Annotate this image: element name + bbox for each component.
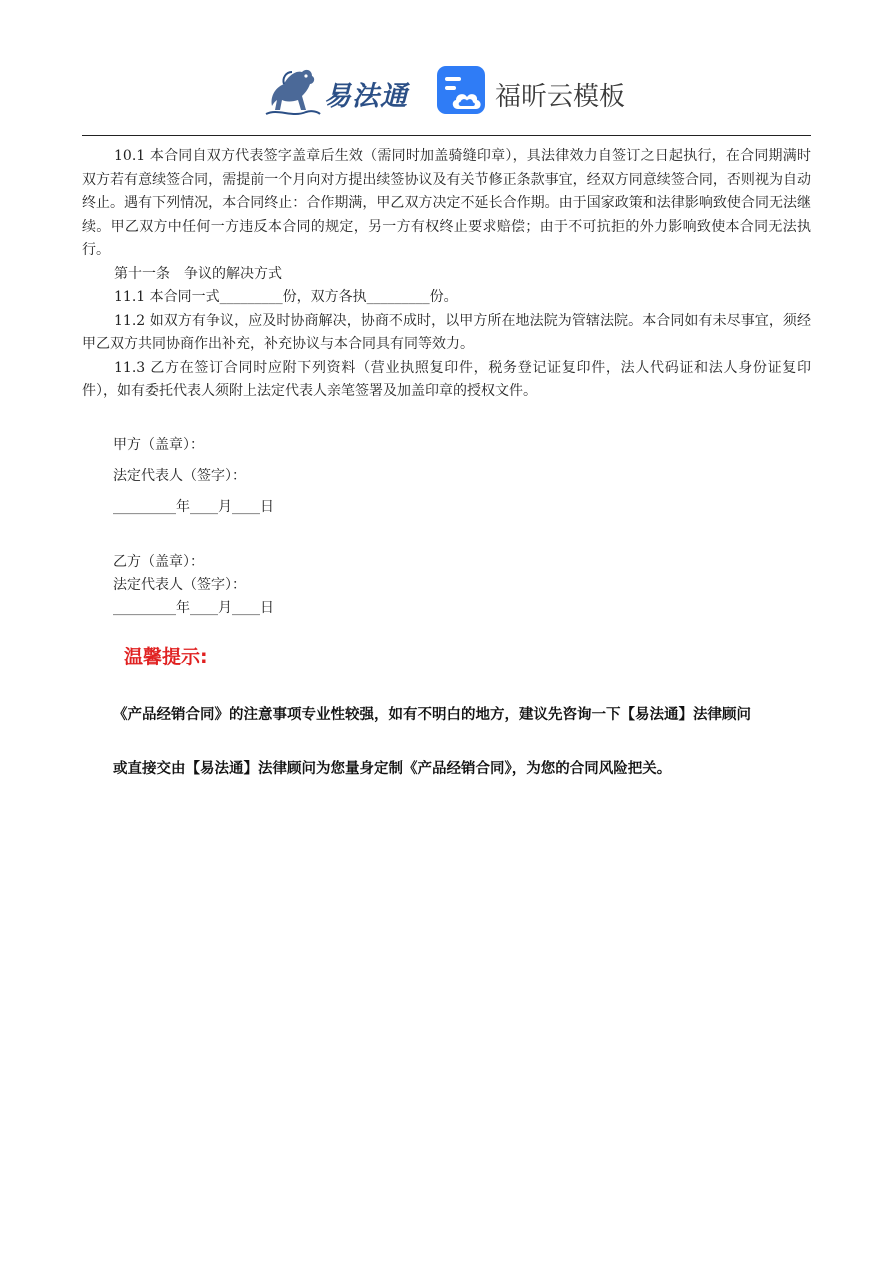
clause-11-2: 11.2 如双方有争议，应及时协商解决，协商不成时，以甲方所在地法院为管辖法院。本合同如有未尽事宜，须经甲乙双方共同协商作出补充，补充协议与本合同具有同等效力。 bbox=[82, 312, 811, 352]
clause-10-1: 10.1 本合同自双方代表签字盖章后生效（需同时加盖骑缝印章），具法律效力自签订之日起执行，在合同期满时双方若有意续签合同，需提前一个月向对方提出续签协议及有关节修正条款事宜，经双方同意续签合同，否则视为自动终止。遇有下列情况，本合同终止：合作期满，甲乙双方决定不延长合作期。由于国家政策和法律影响致使合同无法继续。甲乙双方中任何一方违反本合同的规定，另一方有权终止要求赔偿；由于不可抗拒的外力影响致使本合同无法执行。 bbox=[82, 148, 811, 258]
party-a-representative-label: 法定代表人（签字）： bbox=[113, 468, 246, 484]
party-b-seal-label: 乙方（盖章）： bbox=[113, 554, 204, 570]
tip-line-1: 《产品经销合同》的注意事项专业性较强，如有不明白的地方，建议先咨询一下【易法通】法律顾问 bbox=[113, 706, 751, 723]
tip-line-2: 或直接交由【易法通】法律顾问为您量身定制《产品经销合同》，为您的合同风险把关。 bbox=[113, 760, 672, 777]
foxit-template-logo bbox=[436, 65, 636, 121]
party-b-representative-label: 法定代表人（签字）： bbox=[113, 577, 246, 593]
contract-body bbox=[82, 145, 811, 404]
yifatong-logo-text: 易法通 bbox=[324, 81, 408, 112]
party-b-date-line: _________年____月____日 bbox=[113, 600, 274, 616]
clause-11-3: 11.3 乙方在签订合同时应附下列资料（营业执照复印件，税务登记证复印件，法人代码证和法人身份证复印件），如有委托代表人须附上法定代表人亲笔签署及加盖印章的授权文件。 bbox=[82, 359, 811, 399]
cloud-document-icon bbox=[436, 65, 488, 117]
horse-emblem-icon bbox=[262, 62, 322, 122]
article-11-heading: 第十一条 争议的解决方式 bbox=[114, 265, 282, 282]
foxit-template-logo-text: 福昕云模板 bbox=[495, 82, 626, 112]
tip-title: 温馨提示: bbox=[124, 646, 208, 668]
yifatong-logo bbox=[262, 62, 420, 122]
party-a-seal-label: 甲方（盖章）： bbox=[113, 437, 204, 453]
page-header bbox=[0, 60, 893, 126]
header-divider bbox=[82, 135, 811, 136]
party-a-date-line: _________年____月____日 bbox=[113, 499, 274, 515]
clause-11-1: 11.1 本合同一式_________份，双方各执_________份。 bbox=[114, 289, 458, 305]
